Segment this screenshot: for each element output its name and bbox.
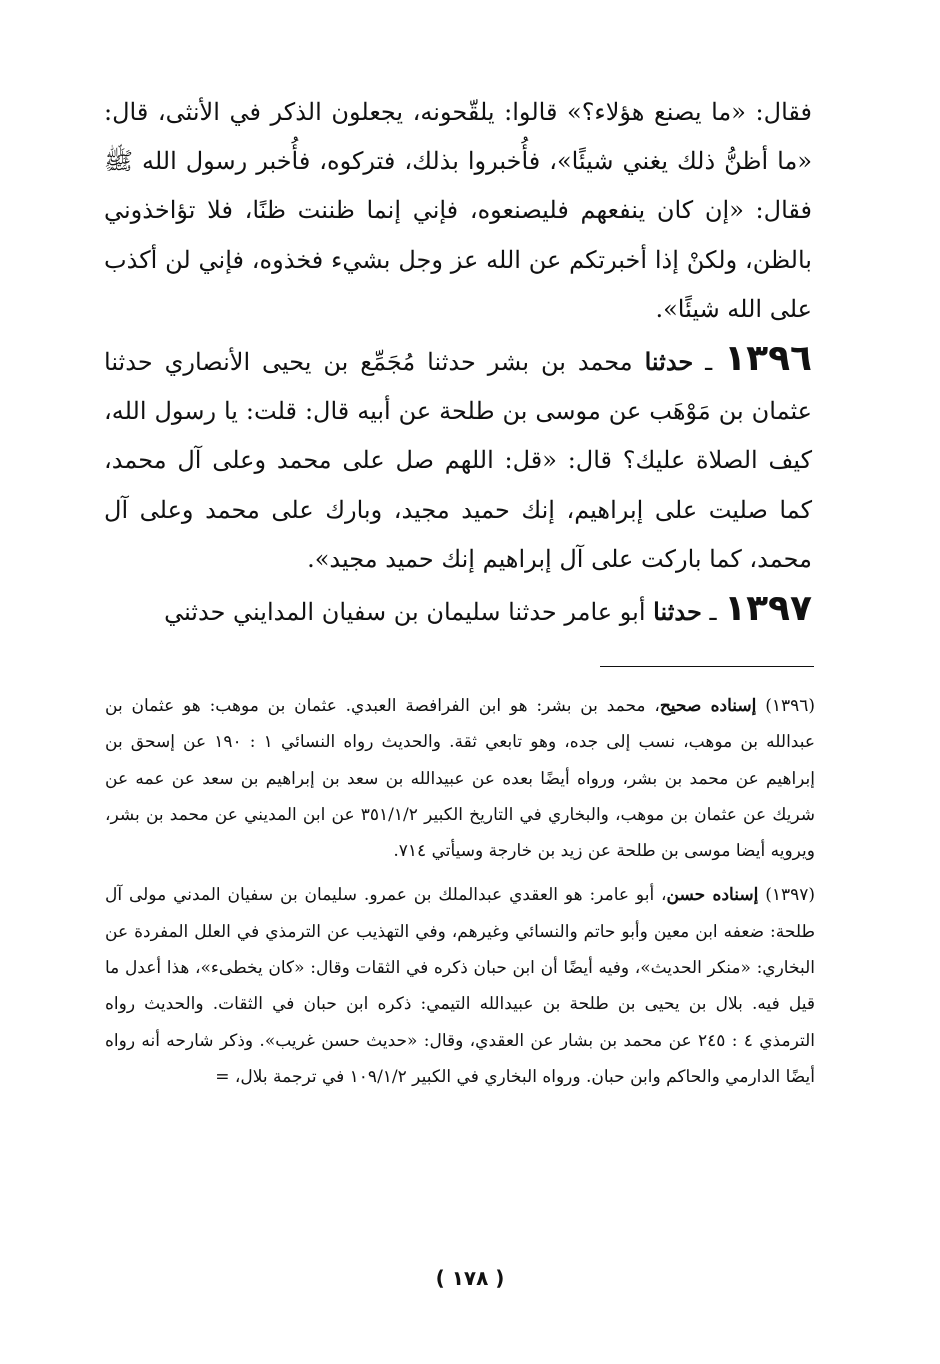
footnote-text: ، أبو عامر: هو العقدي عبدالملك بن عمرو. سليمان بن سفيان المدني مولى آل طلحة: ضعفه ابن معين وأبو حاتم والنسائي وغيرهم، وفي التهذيب عن الترمذي في العلل المفردة عن البخاري: «منكر الحديث»، وفيه أيضًا أن ابن حبان ذكره في الثقات وقال: «كان يخطىء»، هذا أعدل ما قيل فيه. بلال بن يحيى بن طلحة بن عبيدالله التيمي: ذكره ابن حبان في الثقات. والحديث رواه الترمذي ٤ : ٢٤٥ عن محمد بن بشار عن العقدي، وقال: «حديث حسن غريب». وذكر شارحه أنه رواه أيضًا الدارمي والحاكم وابن حبان. ورواه البخاري في الكبير ١٠٩/١/٢ في ترجمة بلال، = <box>105 885 815 1087</box>
hadith-dash: ـ <box>693 348 725 377</box>
hadith-keyword: حدثنا <box>644 347 694 377</box>
footnote-1396 <box>105 688 815 869</box>
hadith-1397 <box>104 584 812 637</box>
hadith-number: ١٣٩٧ <box>724 588 812 630</box>
footnote-label: (١٣٩٦) <box>765 696 815 716</box>
footnotes <box>105 688 815 1103</box>
hadith-text: محمد بن بشر حدثنا مُجَمِّع بن يحيى الأنصاري حدثنا عثمان بن مَوْهَب عن موسى بن طلحة عن أبيه قال: قلت: يا رسول الله، كيف الصلاة عليك؟ قال: «قل: اللهم صل على محمد وعلى آل محمد، كما صليت على إبراهيم، إنك حميد مجيد، وبارك على محمد وعلى آل محمد، كما باركت على آل إبراهيم إنك حميد مجيد». <box>104 348 813 573</box>
footnote-label: (١٣٩٧) <box>765 885 815 906</box>
footnote-grade: إسناده صحيح <box>659 696 757 716</box>
footnote-text: ، محمد بن بشر: هو ابن الفرافصة العبدي. عثمان بن موهب: هو عثمان بن عبدالله بن موهب، نسب إلى جده، وهو تابعي ثقة. والحديث رواه النسائي ١ : ١٩٠ عن إسحق بن إبراهيم عن محمد بن بشر، ورواه أيضًا بعده عن عبيدالله بن سعد بن إبراهيم بن سعد عن عمه عن شريك عن عثمان بن موهب، والبخاري في التاريخ الكبير ٣٥١/١/٢ عن ابن المديني عن محمد بن بشر، ويرويه أيضا موسى بن طلحة عن زيد بن خارجة وسيأتي ٧١٤. <box>105 696 816 862</box>
footnote-separator <box>600 666 814 667</box>
footnote-1397 <box>105 877 815 1095</box>
paragraph-continued-hadith: فقال: «ما يصنع هؤلاء؟» قالوا: يلقّحونه، يجعلون الذكر في الأنثى، قال: «ما أظنُّ ذلك يغني شيئًا»، فأُخبروا بذلك، فتركوه، فأُخبر رسول الله ﷺ فقال: «إن كان ينفعهم فليصنعوه، فإني إنما ظننت ظنًا، فلا تؤاخذوني بالظن، ولكنْ إذا أخبرتكم عن الله عز وجل بشيء فخذوه، فإني لن أكذب على الله شيئًا». <box>104 98 812 323</box>
hadith-keyword: حدثنا <box>653 597 702 627</box>
footnote-grade: إسناده حسن <box>666 885 759 906</box>
hadith-text: أبو عامر حدثنا سليمان بن سفيان المدايني حدثني <box>164 598 654 627</box>
hadith-dash: ـ <box>701 598 725 627</box>
main-text <box>104 88 812 637</box>
page-number: ( ١٧٨ ) <box>435 1266 505 1290</box>
hadith-1396 <box>104 334 812 584</box>
hadith-number: ١٣٩٦ <box>724 338 813 380</box>
